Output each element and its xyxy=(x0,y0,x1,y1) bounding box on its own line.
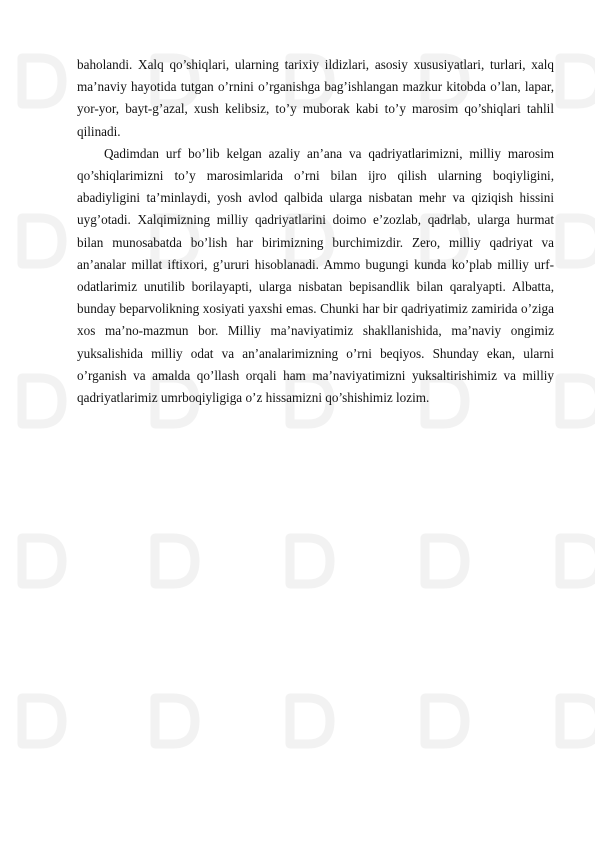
watermark-shape xyxy=(425,698,465,744)
watermark-shape xyxy=(560,378,595,424)
watermark-shape xyxy=(22,698,62,744)
watermark-shape xyxy=(155,538,195,584)
watermark-shape xyxy=(22,538,62,584)
watermark-shape xyxy=(560,58,595,104)
watermark-shape xyxy=(22,58,62,104)
paragraph-2: Qadimdan urf bo’lib kelgan azaliy an’ana va qadriyatlarimizni, milliy marosim qo’shiqlarimizni to’y marosimlarida o’rni bilan ijro qilish ularning boqiyligini, abadiyligini ta’minlaydi, yosh avlod qalbida ularga nisbatan mehr va qiziqish hissini uyg’otadi. Xalqimizning milliy qadriyatlarini doimo e’zozlab, qadrlab, ularga hurmat bilan munosabatda bo’lish har birimizning burchimizdir. Zero, milliy qadriyat va an’analar millat iftixori, g’ururi hisoblanadi. Ammo bugungi kunda ko’plab milliy urf-odatlarimiz unutilib borilayapti, ularga nisbatan bepisandlik bilan qaralyapti. Albatta, bunday beparvolikning xosiyati yaxshi emas. Chunki har bir qadriyatimiz zamirida o’ziga xos ma’no-mazmun bor. Milliy ma’naviyatimiz shakllanishida, ma’naviy ongimiz yuksalishida milliy odat va an’analarimizning o’rni beqiyos. Shunday ekan, ularni o’rganish va amalda qo’llash orqali ham ma’naviyatimizni yuksaltirishimiz va milliy qadriyatlarimiz umrboqiyligiga o’z hissamizni qo’shishimiz lozim. xyxy=(77,145,554,406)
watermark-shape xyxy=(425,538,465,584)
watermark-shape xyxy=(560,538,595,584)
watermark-shape xyxy=(290,698,330,744)
watermark-shape xyxy=(155,698,195,744)
body-text xyxy=(77,54,554,409)
paragraph-1: baholandi. Xalq qo’shiqlari, ularning tarixiy ildizlari, asosiy xususiyatlari, turlari, xalq ma’naviy hayotida tutgan o’rnini o’rganishga bag’ishlangan mazkur kitobda o’lan, lapar, yor-yor, bayt-g’azal, xush kelibsiz, to’y muborak kabi to’y marosim qo’shiqlari tahlil qilinadi. xyxy=(77,57,554,139)
watermark-shape xyxy=(560,218,595,264)
watermark-shape xyxy=(22,378,62,424)
watermark-shape xyxy=(560,698,595,744)
watermark-shape xyxy=(22,218,62,264)
watermark-shape xyxy=(290,538,330,584)
